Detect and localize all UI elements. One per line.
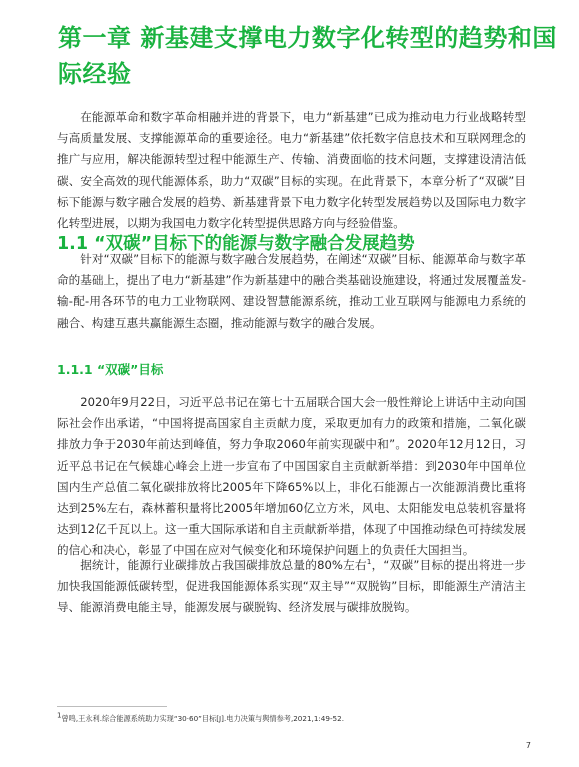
section-1-1-paragraph: 针对“双碳”目标下的能源与数字融合发展趋势，在阐述“双碳”目标、能源革命与数字革命的基础上，提出了电力“新基建”作为新基建中的融合类基础设施建设，将通过发展覆盖发-输-配-用各环节的电力工业物联网、建设智慧能源系统，推动工业互联网与能源电力系统的融合、构建互惠共赢能源生态圈，推动能源与数字的融合发展。 xyxy=(57,252,526,330)
section-heading-1-1: 1.1 “双碳”目标下的能源与数字融合发展趋势 xyxy=(57,234,415,254)
section-1-1-1-paragraph-1: 2020年9月22日，习近平总书记在第七十五届联合国大会一般性辩论上讲话中主动向国际社会作出承诺，“中国将提高国家自主贡献力度，采取更加有力的政策和措施，二氧化碳排放力争于2030年前达到峰值，努力争取2060年前实现碳中和”。2020年12月12日，习近平总书记在气候雄心峰会上进一步宣布了中国国家自主贡献新举措：到2030年中国单位国内生产总值二氧化碳排放将比2005年下降65%以上，非化石能源占一次能源消费比重将达到25%左右，森林蓄积量将比2005年增加60亿立方米，风电、太阳能发电总装机容量将达到12亿千瓦以上。这一重大国际承诺和自主贡献新举措，体现了中国推动绿色可持续发展的信心和决心，彰显了中国在应对气候变化和环境保护问题上的负责任大国担当。 xyxy=(57,395,527,558)
footnote xyxy=(57,713,527,724)
footnote-reference: 1 xyxy=(366,558,372,567)
footnote-marker: 1 xyxy=(57,711,62,720)
intro-paragraph: 在能源革命和数字革命相融并进的背景下，电力“新基建”已成为推动电力行业战略转型与高质量发展、支撑能源革命的重要途径。电力“新基建”依托数字信息技术和互联网理念的推广与应用，解决能源转型过程中能源生产、传输、消费面临的技术问题，支撑建设清洁低碳、安全高效的现代能源体系，助力“双碳”目标的实现。在此背景下，本章分析了“双碳”目标下能源与数字融合发展的趋势、新基建背景下电力数字化转型发展趋势以及国际电力数字化转型进展，以期为我国电力数字化转型提供思路方向与经验借鉴。 xyxy=(57,110,526,231)
chapter-title: 第一章 新基建支撑电力数字化转型的趋势和国际经验 xyxy=(58,24,557,88)
paragraph-2-text-before: 据统计，能源行业碳排放占我国碳排放总量的80%左右 xyxy=(80,558,367,572)
paragraph-2-text-after: ，“双碳”目标的提出将进一步加快我国能源低碳转型，促进我国能源体系实现“双主导”“双脱钩”目标，即能源生产清洁主导、能源消费电能主导，能源发展与碳脱钩、经济发展与碳排放脱钩。 xyxy=(57,558,526,615)
footnote-text: 曾鸣,王永利.综合能源系统助力实现“30·60”目标[J].电力决策与舆情参考,2021,1:49-52. xyxy=(61,714,344,723)
page-number: 7 xyxy=(525,741,531,750)
section-1-1-1-paragraph-2 xyxy=(57,555,526,619)
section-heading-1-1-1: 1.1.1 “双碳”目标 xyxy=(57,362,164,377)
footnote-divider xyxy=(57,706,167,707)
